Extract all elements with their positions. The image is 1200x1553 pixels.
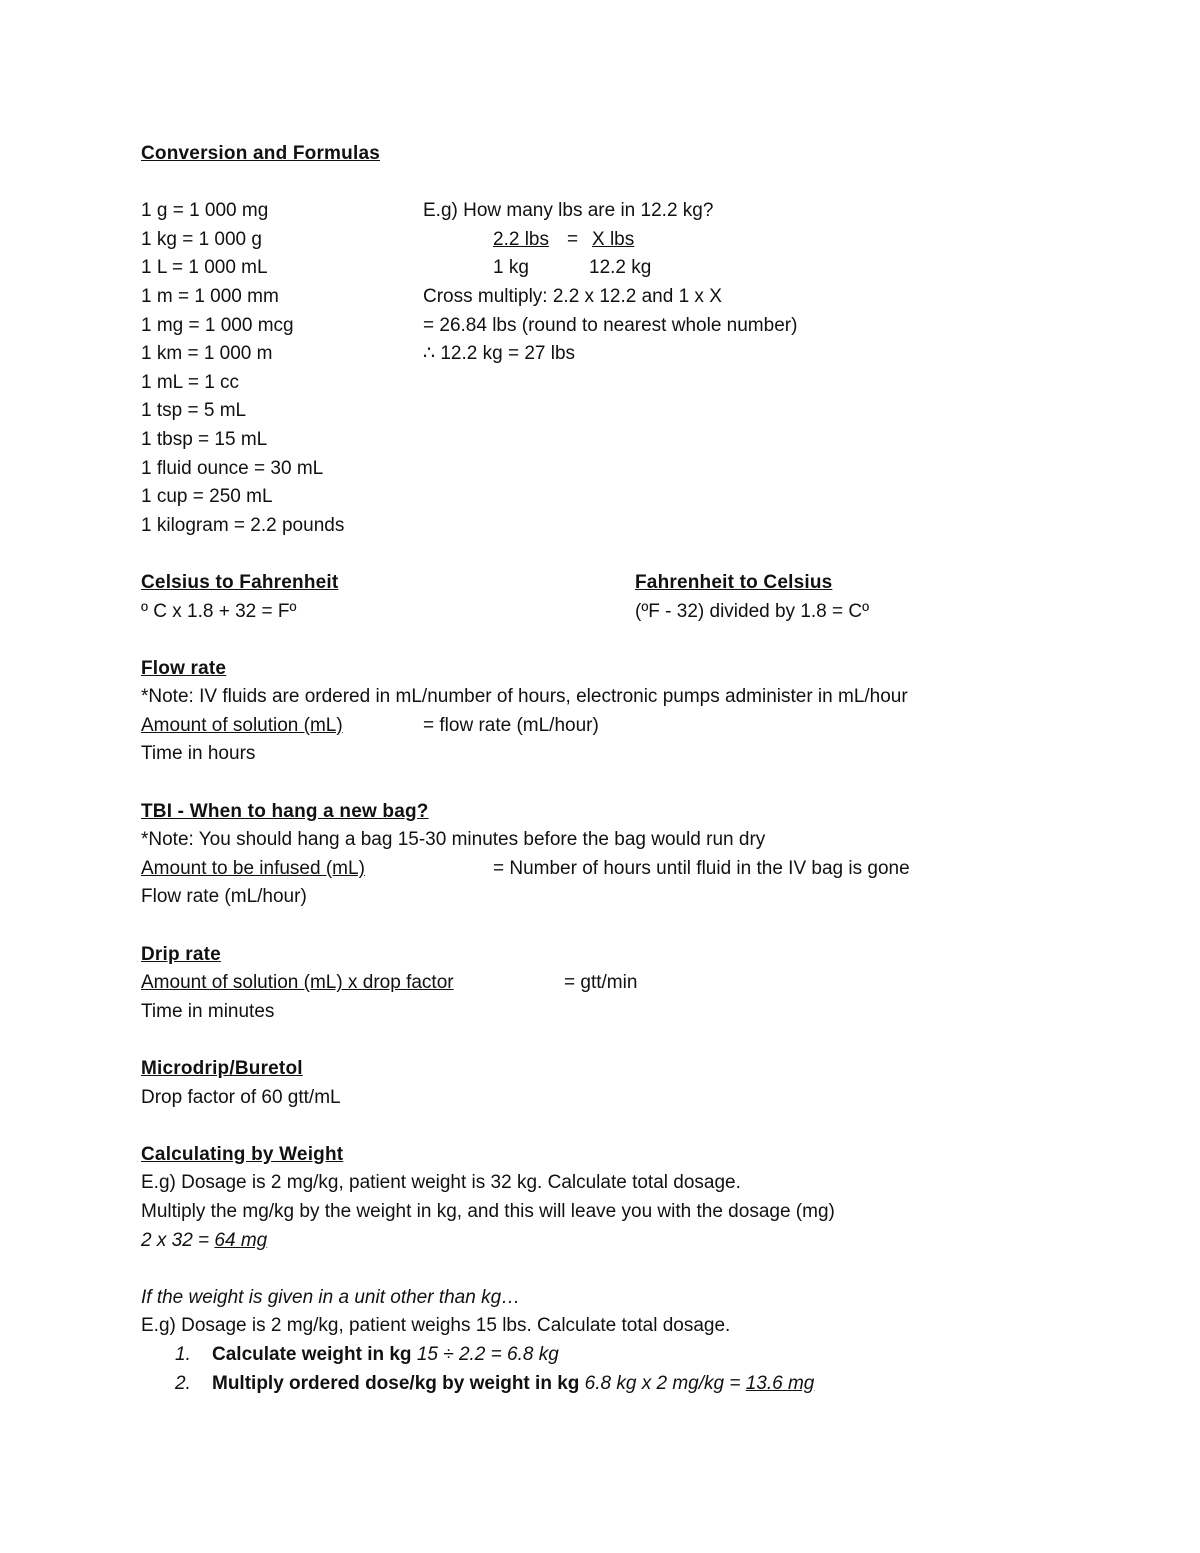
weight-calculation	[141, 1227, 1141, 1256]
tbi-denominator: Flow rate (mL/hour)	[141, 886, 307, 908]
flow-rate-note: *Note: IV fluids are ordered in mL/number of hours, electronic pumps administer in mL/hour	[141, 686, 908, 708]
weight-step-calculation: 6.8 kg x 2 mg/kg =	[579, 1372, 746, 1394]
example-numerator-right: X lbs	[592, 228, 635, 250]
conversion-row	[141, 340, 1141, 369]
conversion-row	[141, 283, 1141, 312]
weight-explanation: Multiply the mg/kg by the weight in kg, and this will leave you with the dosage (mg)	[141, 1200, 835, 1222]
conversion-item: 1 mg = 1 000 mcg	[141, 314, 294, 336]
conversion-item: 1 m = 1 000 mm	[141, 285, 279, 307]
microdrip-heading: Microdrip/Buretol	[141, 1058, 303, 1079]
tbi-note: *Note: You should hang a bag 15-30 minutes before the bag would run dry	[141, 829, 766, 851]
flow-rate-formula	[141, 712, 1141, 741]
weight-example-1: E.g) Dosage is 2 mg/kg, patient weight is 32 kg. Calculate total dosage.	[141, 1172, 741, 1194]
example-numerator-left: 2.2 lbs	[493, 228, 549, 250]
celsius-to-fahrenheit-formula: º C x 1.8 + 32 = Fº	[141, 600, 297, 622]
flow-rate-denominator: Time in hours	[141, 743, 256, 765]
drip-rate-denominator: Time in minutes	[141, 1000, 275, 1022]
weight-step-answer: 13.6 mg	[745, 1372, 815, 1394]
microdrip-text: Drop factor of 60 gtt/mL	[141, 1086, 341, 1108]
weight-step-number: 1.	[175, 1343, 191, 1365]
weight-step-calculation: 15 ÷ 2.2 = 6.8 kg	[411, 1343, 559, 1365]
temperature-headings	[141, 569, 1141, 598]
conversion-row	[141, 312, 1141, 341]
flow-rate-numerator: Amount of solution (mL)	[141, 714, 343, 736]
tbi-numerator: Amount to be infused (mL)	[141, 857, 365, 879]
weight-calc-answer: 64 mg	[214, 1229, 268, 1251]
example-cross-multiply: Cross multiply: 2.2 x 12.2 and 1 x X	[423, 285, 722, 307]
flow-rate-result: = flow rate (mL/hour)	[423, 714, 599, 736]
drip-rate-result: = gtt/min	[564, 972, 638, 994]
conversion-item: 1 fluid ounce = 30 mL	[141, 457, 324, 479]
fahrenheit-to-celsius-formula: (ºF - 32) divided by 1.8 = Cº	[635, 600, 870, 622]
flow-rate-heading: Flow rate	[141, 657, 227, 679]
example-equals: =	[567, 228, 579, 250]
drip-rate-formula	[141, 969, 1141, 998]
conversion-item: 1 mL = 1 cc	[141, 371, 240, 393]
fahrenheit-to-celsius-heading: Fahrenheit to Celsius	[635, 571, 833, 593]
conversion-item: 1 cup = 250 mL	[141, 486, 273, 508]
weight-step-number: 2.	[175, 1372, 191, 1394]
weight-other-unit-note: If the weight is given in a unit other than kg…	[141, 1286, 521, 1308]
weight-step	[141, 1341, 1141, 1370]
conversion-item: 1 km = 1 000 m	[141, 343, 273, 365]
weight-example-2: E.g) Dosage is 2 mg/kg, patient weighs 15 lbs. Calculate total dosage.	[141, 1315, 731, 1337]
weight-step-instruction: Calculate weight in kg	[212, 1343, 412, 1365]
celsius-to-fahrenheit-heading: Celsius to Fahrenheit	[141, 571, 339, 593]
weight-heading: Calculating by Weight	[141, 1143, 344, 1165]
example-conclusion: ∴ 12.2 kg = 27 lbs	[423, 343, 576, 365]
tbi-formula	[141, 855, 1141, 884]
temperature-formulas	[141, 598, 1141, 627]
conversion-item: 1 tsp = 5 mL	[141, 400, 247, 422]
document-body	[141, 140, 1141, 1398]
conversion-row	[141, 197, 1141, 226]
tbi-result: = Number of hours until fluid in the IV bag is gone	[493, 857, 910, 879]
conversion-item: 1 L = 1 000 mL	[141, 257, 268, 279]
drip-rate-numerator: Amount of solution (mL) x drop factor	[141, 972, 454, 994]
page-title: Conversion and Formulas	[141, 143, 380, 164]
conversion-item: 1 kilogram = 2.2 pounds	[141, 514, 345, 536]
drip-rate-heading: Drip rate	[141, 943, 221, 965]
example-result: = 26.84 lbs (round to nearest whole number)	[423, 314, 798, 336]
example-question: E.g) How many lbs are in 12.2 kg?	[423, 200, 714, 222]
weight-calc-prefix: 2 x 32 =	[141, 1229, 215, 1251]
example-denominator-right: 12.2 kg	[589, 257, 652, 279]
conversion-item: 1 kg = 1 000 g	[141, 228, 262, 250]
conversion-item: 1 g = 1 000 mg	[141, 200, 269, 222]
conversion-row	[141, 226, 1141, 255]
conversion-row	[141, 254, 1141, 283]
conversion-item: 1 tbsp = 15 mL	[141, 428, 268, 450]
weight-step-instruction: Multiply ordered dose/kg by weight in kg	[212, 1372, 580, 1394]
weight-step	[141, 1370, 1141, 1399]
example-denominator-left: 1 kg	[493, 257, 529, 279]
tbi-heading: TBI - When to hang a new bag?	[141, 800, 429, 822]
